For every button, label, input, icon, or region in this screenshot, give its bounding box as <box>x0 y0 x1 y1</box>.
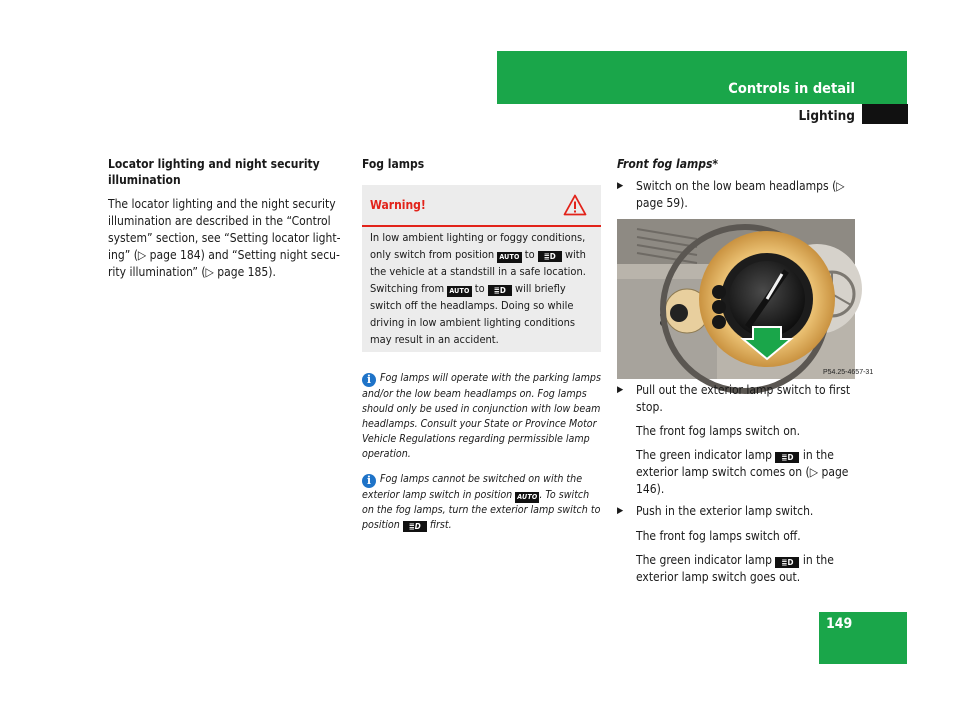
bullet-arrow-icon: ▶ <box>617 506 624 516</box>
warning-text <box>370 229 596 348</box>
warning-triangle-icon <box>563 194 587 216</box>
locator-heading: Locator lighting and night security illumination <box>108 157 320 187</box>
warning-header <box>362 185 601 227</box>
fog-lamp-symbol: ≣D <box>775 452 799 463</box>
headlamp-symbol: ≣D <box>488 285 512 296</box>
column-locator-lighting <box>108 156 348 281</box>
warning-text-part: In low ambient lighting or foggy conditions, only switch from position <box>370 231 586 261</box>
result-3b <box>636 552 858 586</box>
warning-title: Warning! <box>370 198 426 212</box>
info-icon: i <box>362 373 376 387</box>
section-title: Controls in detail <box>728 81 855 97</box>
step-2: Pull out the exterior lamp switch to first stop. <box>636 383 851 414</box>
warning-text-part: with the vehicle at a standstill in a safe location. Switching from <box>370 248 586 295</box>
auto-symbol: AUTO <box>499 253 520 261</box>
info-note-2 <box>362 472 602 533</box>
info-note-2-text: first. <box>429 519 452 531</box>
result-3a: The front fog lamps switch off. <box>636 529 801 543</box>
bullet-arrow-icon: ▶ <box>617 385 624 395</box>
warning-text-part: to <box>524 248 535 261</box>
info-note-1 <box>362 371 602 462</box>
info-note-2-text: Fog lamps cannot be switched on with the exterior lamp switch in position <box>362 473 583 501</box>
result-3b-text: The green indicator lamp <box>636 553 773 567</box>
image-code: P54.25-4657-31 <box>823 369 874 376</box>
auto-symbol: AUTO <box>449 287 470 295</box>
step-3: Push in the exterior lamp switch. <box>636 504 814 518</box>
bullet-arrow-icon: ▶ <box>617 181 624 191</box>
result-2a: The front fog lamps switch on. <box>636 424 801 438</box>
headlamp-symbol: ≣D <box>403 521 427 532</box>
front-fog-lamps-heading: Front fog lamps* <box>617 157 719 171</box>
warning-box <box>362 185 601 352</box>
subsection-title: Lighting <box>798 108 855 124</box>
result-2b-text: in the exterior lamp switch comes on (▷ page 146). <box>636 448 849 496</box>
auto-symbol: AUTO <box>517 493 538 501</box>
info-note-2-text: . To switch on the fog lamps, turn the exterior lamp switch to position <box>362 489 601 531</box>
page-number: 149 <box>826 616 853 632</box>
warning-text-part: will briefly switch off the headlamps. Doing so while driving in low ambient lighting conditions may result in an accident. <box>370 282 576 346</box>
subsection-marker <box>862 104 908 124</box>
locator-body: The locator lighting and the night security illumination are described in the “Control system” section, see “Setting locator light-ing” (▷ page 184) and “Setting night secu-rity illumination” (▷ page 185). <box>108 197 341 279</box>
fog-lamps-heading: Fog lamps <box>362 157 425 171</box>
result-2b-text: The green indicator lamp <box>636 448 773 462</box>
info-icon: i <box>362 474 376 488</box>
page-number-box <box>819 612 907 664</box>
step-1: Switch on the low beam headlamps (▷ page 59). <box>636 179 845 210</box>
header-bar <box>497 51 907 104</box>
warning-text-part: to <box>474 282 485 295</box>
headlamp-symbol: ≣D <box>538 251 562 262</box>
result-2b <box>636 447 858 498</box>
dashboard-switch-illustration <box>617 219 874 379</box>
result-3b-text: in the exterior lamp switch goes out. <box>636 553 834 584</box>
fog-lamp-symbol: ≣D <box>775 557 799 568</box>
info-note-1-text: Fog lamps will operate with the parking lamps and/or the low beam headlamps on. Fog lamps should only be used in conjunction with low beam headlamps. Consult your State or Province Motor Vehicle Regulations regarding permissible lamp operation. <box>362 372 601 460</box>
